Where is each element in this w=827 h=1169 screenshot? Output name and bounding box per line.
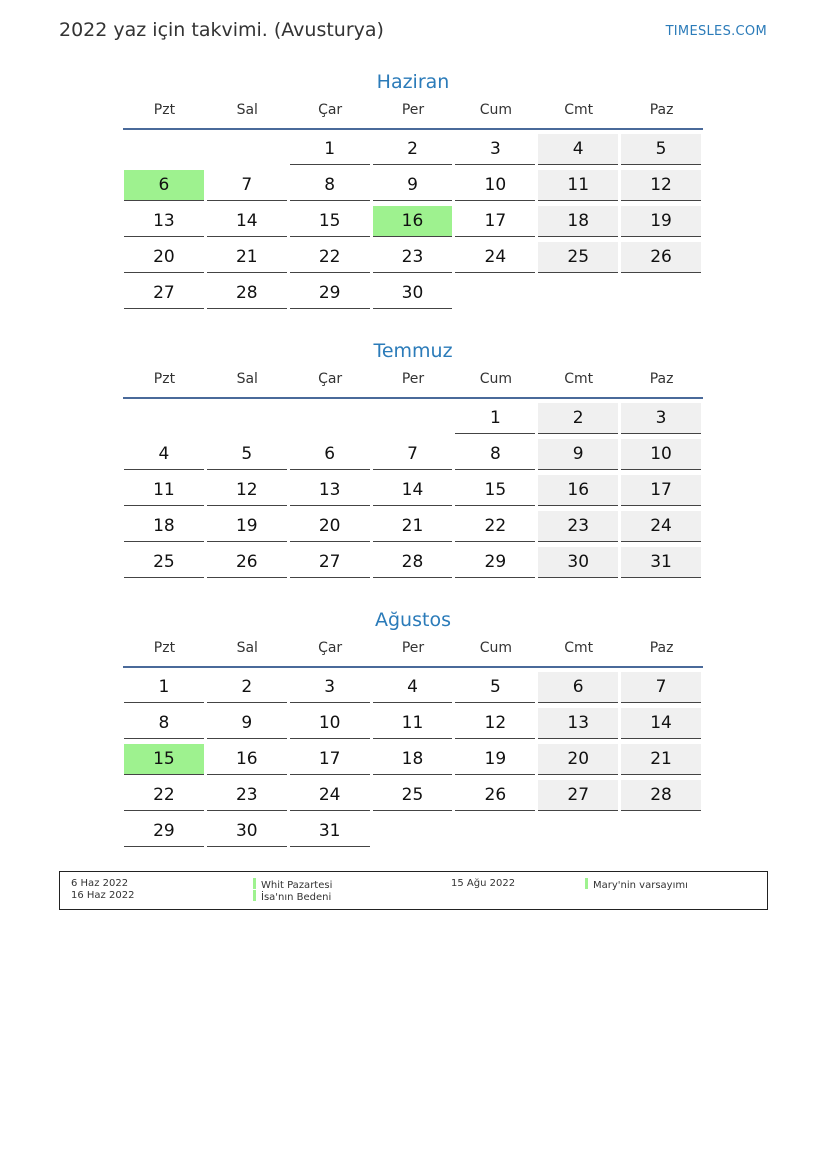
day-cell: 18 xyxy=(124,511,204,542)
day-cell: 5 xyxy=(207,439,287,470)
legend-holiday-name: Mary'nin varsayımı xyxy=(585,878,688,891)
weekend-day-cell: 9 xyxy=(538,439,618,470)
day-cell: 22 xyxy=(124,780,204,811)
empty-day-cell xyxy=(207,134,287,164)
day-cell: 9 xyxy=(373,170,453,201)
day-cell: 17 xyxy=(455,206,535,237)
weekday-label: Sal xyxy=(236,640,258,656)
day-cell: 13 xyxy=(290,475,370,506)
day-grid xyxy=(123,134,703,314)
weekend-day-cell: 2 xyxy=(538,403,618,434)
weekday-label: Cum xyxy=(479,371,512,387)
day-cell: 20 xyxy=(290,511,370,542)
weekday-label: Cmt xyxy=(564,640,594,656)
day-cell: 31 xyxy=(290,816,370,847)
weekday-label: Paz xyxy=(649,371,674,387)
day-cell: 12 xyxy=(455,708,535,739)
day-cell: 7 xyxy=(207,170,287,201)
holiday-day-cell: 15 xyxy=(124,744,204,775)
empty-day-cell xyxy=(207,403,287,433)
empty-day-cell xyxy=(124,134,204,164)
month-calendar xyxy=(123,68,703,314)
day-cell: 20 xyxy=(124,242,204,273)
weekend-day-cell: 10 xyxy=(621,439,701,470)
weekday-label: Çar xyxy=(318,102,343,118)
day-cell: 9 xyxy=(207,708,287,739)
day-cell: 6 xyxy=(290,439,370,470)
day-cell: 11 xyxy=(124,475,204,506)
day-cell: 30 xyxy=(207,816,287,847)
weekend-day-cell: 12 xyxy=(621,170,701,201)
empty-day-cell xyxy=(290,403,370,433)
holiday-day-cell: 16 xyxy=(373,206,453,237)
weekday-label: Cum xyxy=(479,640,512,656)
day-cell: 15 xyxy=(290,206,370,237)
holiday-color-marker xyxy=(253,890,256,901)
day-cell: 3 xyxy=(455,134,535,165)
day-cell: 22 xyxy=(455,511,535,542)
day-cell: 1 xyxy=(455,403,535,434)
day-grid xyxy=(123,672,703,852)
weekday-label: Sal xyxy=(236,102,258,118)
weekend-day-cell: 23 xyxy=(538,511,618,542)
legend-date: 15 Ağu 2022 xyxy=(451,878,516,889)
month-calendar xyxy=(123,337,703,583)
day-cell: 7 xyxy=(373,439,453,470)
weekend-day-cell: 28 xyxy=(621,780,701,811)
day-cell: 24 xyxy=(455,242,535,273)
day-cell: 1 xyxy=(290,134,370,165)
day-cell: 19 xyxy=(455,744,535,775)
day-cell: 28 xyxy=(373,547,453,578)
weekend-day-cell: 31 xyxy=(621,547,701,578)
weekday-label: Per xyxy=(401,640,425,656)
weekend-day-cell: 4 xyxy=(538,134,618,165)
holiday-color-marker xyxy=(585,878,588,889)
day-cell: 25 xyxy=(124,547,204,578)
day-cell: 30 xyxy=(373,278,453,309)
day-cell: 11 xyxy=(373,708,453,739)
weekend-day-cell: 13 xyxy=(538,708,618,739)
weekday-label: Pzt xyxy=(153,640,176,656)
page-title: 2022 yaz için takvimi. (Avusturya) xyxy=(59,19,384,41)
legend-date: 16 Haz 2022 xyxy=(71,890,135,901)
brand-link[interactable]: TIMESLES.COM xyxy=(665,24,767,39)
day-cell: 10 xyxy=(290,708,370,739)
day-cell: 12 xyxy=(207,475,287,506)
day-cell: 13 xyxy=(124,206,204,237)
legend-holiday-name: Whit Pazartesi xyxy=(253,878,332,891)
weekday-header xyxy=(123,365,703,399)
weekend-day-cell: 25 xyxy=(538,242,618,273)
day-cell: 27 xyxy=(124,278,204,309)
day-cell: 29 xyxy=(455,547,535,578)
weekend-day-cell: 18 xyxy=(538,206,618,237)
empty-day-cell xyxy=(373,403,453,433)
weekday-label: Çar xyxy=(318,640,343,656)
day-cell: 3 xyxy=(290,672,370,703)
weekday-label: Per xyxy=(401,371,425,387)
month-title: Ağustos xyxy=(375,609,451,631)
weekday-label: Sal xyxy=(236,371,258,387)
holiday-legend xyxy=(59,871,768,910)
weekday-label: Pzt xyxy=(153,371,176,387)
weekend-day-cell: 17 xyxy=(621,475,701,506)
weekend-day-cell: 19 xyxy=(621,206,701,237)
day-cell: 26 xyxy=(455,780,535,811)
weekday-label: Per xyxy=(401,102,425,118)
weekend-day-cell: 26 xyxy=(621,242,701,273)
day-cell: 29 xyxy=(290,278,370,309)
weekday-label: Çar xyxy=(318,371,343,387)
day-cell: 2 xyxy=(373,134,453,165)
weekday-label: Cum xyxy=(479,102,512,118)
day-cell: 4 xyxy=(124,439,204,470)
weekday-header xyxy=(123,634,703,668)
weekend-day-cell: 16 xyxy=(538,475,618,506)
day-cell: 18 xyxy=(373,744,453,775)
day-grid xyxy=(123,403,703,583)
month-title: Haziran xyxy=(376,71,450,93)
weekend-day-cell: 30 xyxy=(538,547,618,578)
day-cell: 24 xyxy=(290,780,370,811)
month-calendar xyxy=(123,606,703,852)
month-title: Temmuz xyxy=(373,340,453,362)
weekend-day-cell: 7 xyxy=(621,672,701,703)
day-cell: 14 xyxy=(207,206,287,237)
day-cell: 29 xyxy=(124,816,204,847)
day-cell: 1 xyxy=(124,672,204,703)
holiday-color-marker xyxy=(253,878,256,889)
day-cell: 5 xyxy=(455,672,535,703)
weekday-label: Cmt xyxy=(564,371,594,387)
day-cell: 23 xyxy=(207,780,287,811)
weekday-header xyxy=(123,96,703,130)
day-cell: 21 xyxy=(373,511,453,542)
weekend-day-cell: 21 xyxy=(621,744,701,775)
weekday-label: Cmt xyxy=(564,102,594,118)
day-cell: 21 xyxy=(207,242,287,273)
weekend-day-cell: 3 xyxy=(621,403,701,434)
legend-holiday-name: İsa'nın Bedeni xyxy=(253,890,331,903)
day-cell: 8 xyxy=(290,170,370,201)
weekend-day-cell: 11 xyxy=(538,170,618,201)
day-cell: 14 xyxy=(373,475,453,506)
day-cell: 8 xyxy=(124,708,204,739)
weekend-day-cell: 5 xyxy=(621,134,701,165)
day-cell: 23 xyxy=(373,242,453,273)
day-cell: 16 xyxy=(207,744,287,775)
day-cell: 8 xyxy=(455,439,535,470)
legend-date: 6 Haz 2022 xyxy=(71,878,129,889)
day-cell: 28 xyxy=(207,278,287,309)
weekend-day-cell: 6 xyxy=(538,672,618,703)
holiday-day-cell: 6 xyxy=(124,170,204,201)
day-cell: 15 xyxy=(455,475,535,506)
weekend-day-cell: 14 xyxy=(621,708,701,739)
day-cell: 2 xyxy=(207,672,287,703)
day-cell: 10 xyxy=(455,170,535,201)
weekend-day-cell: 27 xyxy=(538,780,618,811)
day-cell: 19 xyxy=(207,511,287,542)
day-cell: 25 xyxy=(373,780,453,811)
weekday-label: Pzt xyxy=(153,102,176,118)
weekday-label: Paz xyxy=(649,640,674,656)
day-cell: 27 xyxy=(290,547,370,578)
empty-day-cell xyxy=(124,403,204,433)
weekend-day-cell: 20 xyxy=(538,744,618,775)
day-cell: 26 xyxy=(207,547,287,578)
weekend-day-cell: 24 xyxy=(621,511,701,542)
day-cell: 17 xyxy=(290,744,370,775)
day-cell: 22 xyxy=(290,242,370,273)
day-cell: 4 xyxy=(373,672,453,703)
weekday-label: Paz xyxy=(649,102,674,118)
